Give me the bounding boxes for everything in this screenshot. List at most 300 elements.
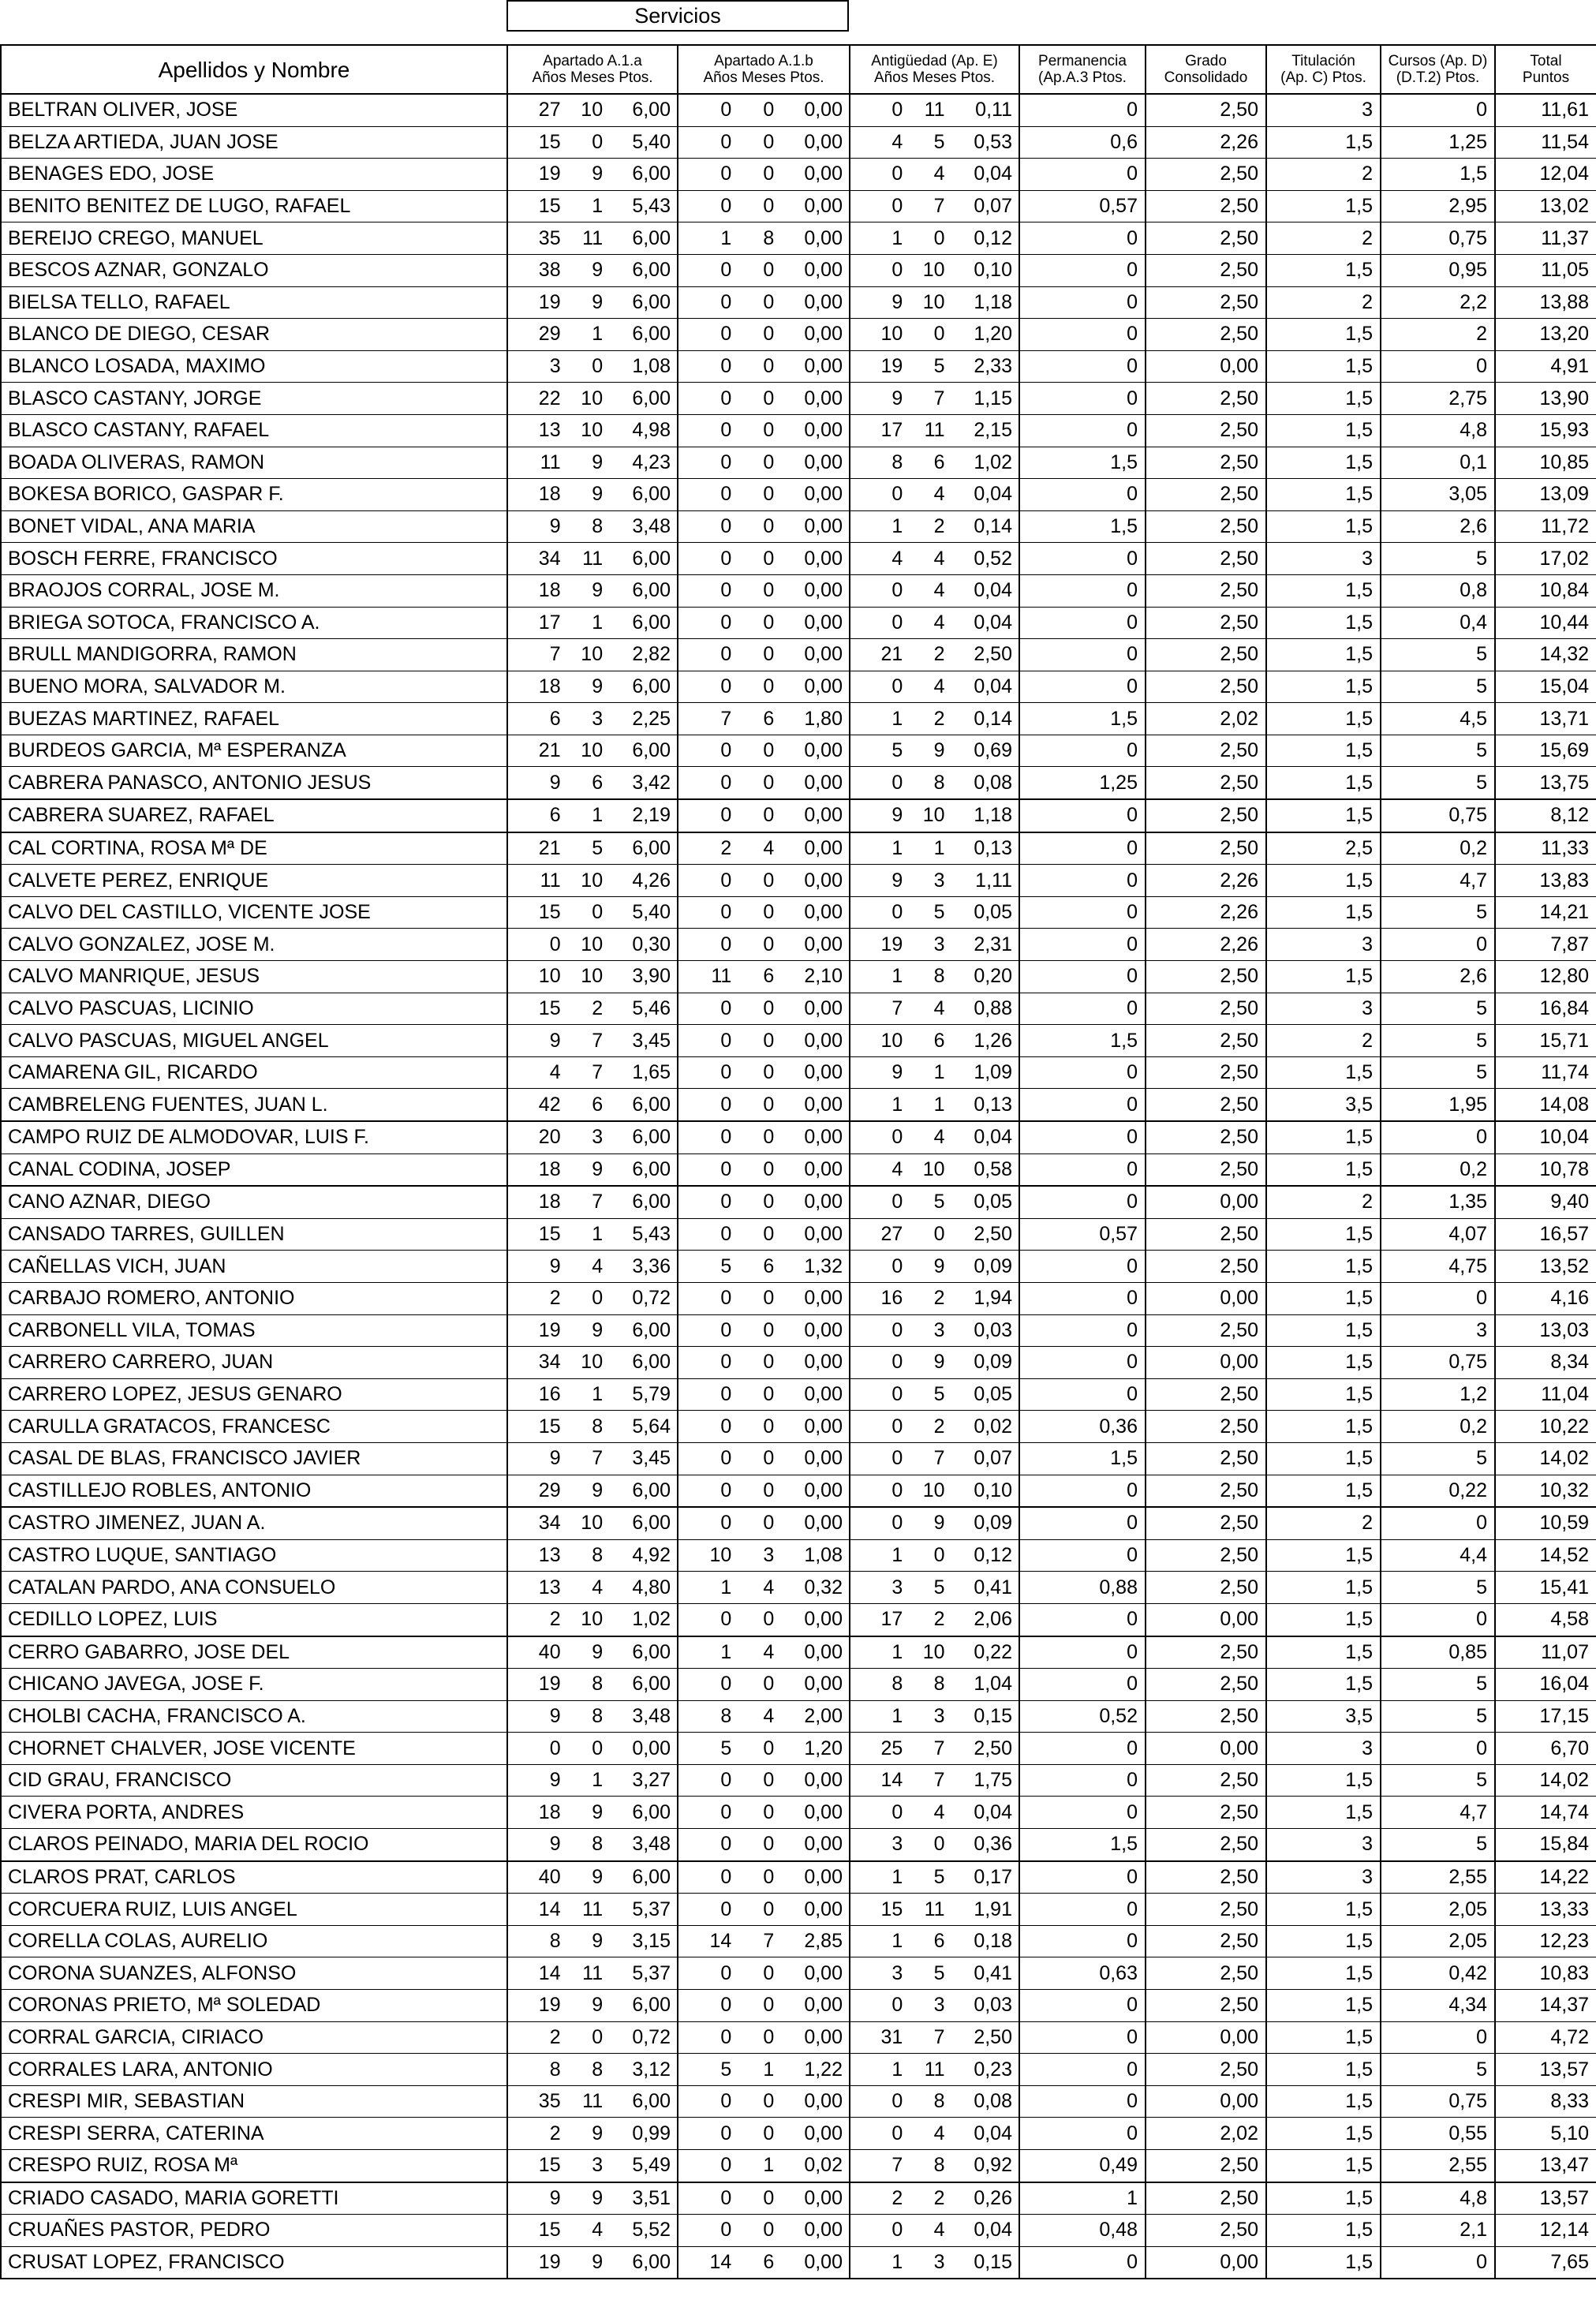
- cell-a1a: [507, 1475, 678, 1507]
- cell-a1b-ptos: 0,00: [804, 901, 843, 924]
- cell-a1b-anos: 0: [720, 1126, 732, 1149]
- cell-titulacion: 1,5: [1266, 510, 1381, 543]
- cell-grado: 2,50: [1146, 1154, 1266, 1186]
- cell-a1b-meses: 0: [763, 483, 775, 506]
- cell-antiguedad-meses: 0: [933, 1833, 945, 1856]
- cell-a1b-ptos: 0,00: [804, 547, 843, 570]
- cell-antiguedad: [850, 1572, 1019, 1604]
- cell-antiguedad-ptos: 0,12: [974, 1544, 1012, 1567]
- cell-permanencia: 1,5: [1019, 447, 1146, 479]
- cell-titulacion: 2,5: [1266, 832, 1381, 865]
- cell-grado: 2,26: [1146, 865, 1266, 897]
- cell-permanencia: 0: [1019, 543, 1146, 575]
- cell-a1a: [507, 896, 678, 929]
- cell-a1a-ptos: 3,51: [632, 2186, 671, 2209]
- cell-a1b-ptos: 0,00: [804, 483, 843, 506]
- cell-permanencia: 0: [1019, 574, 1146, 607]
- cell-a1a-meses: 9: [592, 2122, 604, 2144]
- cell-a1a: [507, 2215, 678, 2247]
- cell-a1a-anos: 9: [549, 1029, 561, 1052]
- cell-antiguedad: [850, 2246, 1019, 2279]
- cell-name: CALVO GONZALEZ, JOSE M.: [1, 929, 507, 961]
- cell-a1a-ptos: 6,00: [632, 1800, 671, 1823]
- cell-a1a-anos: 21: [538, 836, 561, 859]
- cell-cursos: 5: [1381, 896, 1495, 929]
- cell-antiguedad-anos: 25: [880, 1737, 903, 1759]
- cell-antiguedad-meses: 7: [933, 1447, 945, 1470]
- cell-antiguedad-anos: 0: [891, 1318, 903, 1341]
- cell-antiguedad-anos: 0: [891, 675, 903, 697]
- cell-a1a: [507, 1829, 678, 1861]
- cell-a1a-meses: 11: [582, 2090, 604, 2113]
- cell-cursos: 5: [1381, 639, 1495, 671]
- cell-a1b: [678, 2215, 850, 2247]
- cell-antiguedad: [850, 1700, 1019, 1733]
- cell-grado: 2,50: [1146, 1894, 1266, 1926]
- cell-antiguedad-ptos: 1,04: [974, 1673, 1012, 1696]
- cell-a1b-meses: 0: [763, 195, 775, 218]
- cell-a1b-meses: 0: [763, 1093, 775, 1116]
- table-row: [1, 1089, 1596, 1121]
- cell-total: 14,22: [1495, 1861, 1596, 1894]
- table-row: [1, 639, 1596, 671]
- cell-permanencia: 0,6: [1019, 126, 1146, 159]
- cell-a1a-ptos: 6,00: [632, 739, 671, 762]
- cell-name: BLANCO LOSADA, MAXIMO: [1, 350, 507, 383]
- cell-a1b: [678, 1378, 850, 1411]
- cell-antiguedad-anos: 14: [880, 1769, 903, 1792]
- cell-name: CAMBRELENG FUENTES, JUAN L.: [1, 1089, 507, 1121]
- cell-antiguedad: [850, 1764, 1019, 1797]
- cell-antiguedad: [850, 1251, 1019, 1283]
- cell-a1b: [678, 510, 850, 543]
- cell-cursos: 2,05: [1381, 1894, 1495, 1926]
- table-row: [1, 2054, 1596, 2086]
- cell-a1b-anos: 14: [709, 1930, 732, 1953]
- cell-a1b-ptos: 0,00: [804, 387, 843, 409]
- cell-a1b: [678, 2150, 850, 2182]
- cell-antiguedad-meses: 7: [933, 387, 945, 409]
- cell-antiguedad-ptos: 0,18: [974, 1930, 1012, 1953]
- cell-a1a: [507, 2246, 678, 2279]
- cell-total: 15,93: [1495, 414, 1596, 447]
- cell-grado: 2,50: [1146, 639, 1266, 671]
- cell-permanencia: 0: [1019, 286, 1146, 319]
- col-header-name: Apellidos y Nombre: [1, 45, 507, 94]
- cell-antiguedad-ptos: 0,41: [974, 1961, 1012, 1984]
- cell-antiguedad-meses: 8: [933, 771, 945, 794]
- cell-a1a-meses: 9: [592, 1318, 604, 1341]
- cell-antiguedad-anos: 1: [891, 1704, 903, 1727]
- cell-titulacion: 1,5: [1266, 1347, 1381, 1379]
- cell-a1a: [507, 1282, 678, 1314]
- table-row: [1, 1797, 1596, 1829]
- cell-a1b-meses: 0: [763, 1769, 775, 1792]
- cell-a1b: [678, 350, 850, 383]
- cell-antiguedad-meses: 0: [933, 323, 945, 346]
- cell-a1a: [507, 1861, 678, 1894]
- cell-a1b: [678, 1764, 850, 1797]
- cell-a1b-ptos: 0,00: [804, 836, 843, 859]
- cell-a1b: [678, 222, 850, 255]
- cell-total: 8,34: [1495, 1347, 1596, 1379]
- table-row: [1, 929, 1596, 961]
- cell-name: CLAROS PRAT, CARLOS: [1, 1861, 507, 1894]
- cell-a1a-ptos: 6,00: [632, 1994, 671, 2017]
- cell-a1a-ptos: 6,00: [632, 1479, 671, 1501]
- cell-a1b-meses: 6: [763, 707, 775, 730]
- cell-a1a: [507, 735, 678, 767]
- cell-a1b-ptos: 0,00: [804, 1769, 843, 1792]
- cell-a1b-meses: 7: [763, 1930, 775, 1953]
- cell-a1a-meses: 9: [592, 451, 604, 473]
- cell-antiguedad-meses: 2: [933, 1415, 945, 1438]
- cell-a1a: [507, 2085, 678, 2118]
- cell-a1b-ptos: 0,00: [804, 579, 843, 602]
- cell-a1b-ptos: 0,00: [804, 1512, 843, 1535]
- cell-a1b-ptos: 0,00: [804, 1673, 843, 1696]
- cell-a1a-ptos: 0,72: [632, 1287, 671, 1310]
- cell-antiguedad-meses: 3: [933, 1994, 945, 2017]
- col-header-grado: Grado Consolidado: [1146, 45, 1266, 94]
- cell-antiguedad-ptos: 0,04: [974, 675, 1012, 697]
- cell-antiguedad-anos: 8: [891, 1673, 903, 1696]
- cell-a1b-anos: 0: [720, 1383, 732, 1406]
- cell-a1b: [678, 190, 850, 222]
- cell-a1b-ptos: 0,00: [804, 1415, 843, 1438]
- cell-grado: 2,50: [1146, 1861, 1266, 1894]
- cell-permanencia: 0: [1019, 1282, 1146, 1314]
- cell-antiguedad-anos: 0: [891, 163, 903, 185]
- cell-permanencia: 0: [1019, 1764, 1146, 1797]
- cell-total: 13,75: [1495, 767, 1596, 799]
- cell-grado: 2,50: [1146, 94, 1266, 126]
- cell-a1b-anos: 0: [720, 323, 732, 346]
- cell-a1b-meses: 0: [763, 1287, 775, 1310]
- cell-a1a: [507, 1764, 678, 1797]
- cell-titulacion: 1,5: [1266, 1990, 1381, 2022]
- cell-cursos: 3: [1381, 1314, 1495, 1347]
- table-row: [1, 1861, 1596, 1894]
- cell-permanencia: 0: [1019, 1894, 1146, 1926]
- cell-a1a-anos: 15: [538, 1223, 561, 1246]
- cell-antiguedad-meses: 3: [933, 2251, 945, 2274]
- cell-a1a: [507, 1797, 678, 1829]
- cell-grado: 2,50: [1146, 993, 1266, 1025]
- cell-a1a: [507, 1539, 678, 1572]
- cell-a1a-meses: 9: [592, 1479, 604, 1501]
- cell-antiguedad-anos: 0: [891, 611, 903, 634]
- cell-cursos: 0,95: [1381, 254, 1495, 286]
- cell-antiguedad-meses: 4: [933, 2122, 945, 2144]
- cell-a1b: [678, 1990, 850, 2022]
- table-body: [1, 94, 1596, 2279]
- cell-cursos: 5: [1381, 993, 1495, 1025]
- cell-a1b: [678, 1603, 850, 1636]
- cell-antiguedad-ptos: 0,13: [974, 836, 1012, 859]
- cell-cursos: 4,4: [1381, 1539, 1495, 1572]
- cell-name: CALVO MANRIQUE, JESUS: [1, 961, 507, 993]
- cell-a1a-meses: 1: [592, 611, 604, 634]
- cell-antiguedad-anos: 4: [891, 1157, 903, 1180]
- cell-antiguedad-ptos: 1,91: [974, 1898, 1012, 1920]
- cell-a1a-meses: 9: [592, 1865, 604, 1888]
- table-row: [1, 832, 1596, 865]
- cell-cursos: 0,2: [1381, 1154, 1495, 1186]
- cell-a1a-ptos: 3,36: [632, 1254, 671, 1277]
- cell-a1a: [507, 1056, 678, 1089]
- cell-total: 10,59: [1495, 1507, 1596, 1539]
- cell-grado: 2,50: [1146, 1990, 1266, 2022]
- cell-antiguedad-meses: 7: [933, 1737, 945, 1759]
- cell-name: BUEZAS MARTINEZ, RAFAEL: [1, 703, 507, 735]
- cell-total: 13,88: [1495, 286, 1596, 319]
- cell-cursos: 0,22: [1381, 1475, 1495, 1507]
- cell-a1b-ptos: 0,00: [804, 869, 843, 892]
- cell-permanencia: 0: [1019, 159, 1146, 191]
- cell-permanencia: 0,63: [1019, 1957, 1146, 1990]
- table-row: [1, 1218, 1596, 1251]
- cell-a1a-anos: 3: [549, 355, 561, 378]
- cell-grado: 2,50: [1146, 1764, 1266, 1797]
- cell-total: 11,54: [1495, 126, 1596, 159]
- cell-a1a-anos: 18: [538, 483, 561, 506]
- cell-antiguedad-meses: 9: [933, 739, 945, 762]
- cell-total: 10,44: [1495, 607, 1596, 639]
- cell-a1b-meses: 0: [763, 290, 775, 313]
- cell-antiguedad: [850, 383, 1019, 415]
- cell-a1b: [678, 1669, 850, 1701]
- cell-titulacion: 2: [1266, 222, 1381, 255]
- cell-a1a: [507, 1314, 678, 1347]
- cell-a1a-ptos: 6,00: [632, 226, 671, 249]
- cell-cursos: 4,7: [1381, 1797, 1495, 1829]
- cell-titulacion: 2: [1266, 1186, 1381, 1218]
- cell-a1a-ptos: 5,79: [632, 1383, 671, 1406]
- cell-antiguedad-meses: 1: [933, 836, 945, 859]
- cell-antiguedad-ptos: 0,22: [974, 1640, 1012, 1663]
- cell-grado: 2,50: [1146, 1442, 1266, 1475]
- cell-antiguedad-ptos: 2,50: [974, 643, 1012, 666]
- cell-antiguedad: [850, 414, 1019, 447]
- cell-a1b-ptos: 0,00: [804, 1191, 843, 1213]
- cell-a1b-meses: 0: [763, 933, 775, 955]
- cell-a1b: [678, 929, 850, 961]
- cell-antiguedad-meses: 11: [924, 419, 945, 442]
- cell-permanencia: 1: [1019, 2182, 1146, 2215]
- cell-antiguedad-ptos: 1,02: [974, 451, 1012, 473]
- cell-a1a-ptos: 5,46: [632, 996, 671, 1019]
- cell-name: CRUSAT LOPEZ, FRANCISCO: [1, 2246, 507, 2279]
- cell-grado: 2,50: [1146, 1507, 1266, 1539]
- cell-a1b-ptos: 0,32: [804, 1576, 843, 1598]
- cell-total: 10,04: [1495, 1121, 1596, 1154]
- cell-a1b-meses: 0: [763, 515, 775, 538]
- table-row: [1, 1925, 1596, 1957]
- cell-a1a-anos: 40: [538, 1865, 561, 1888]
- cell-a1a: [507, 286, 678, 319]
- cell-a1a-meses: 11: [582, 226, 604, 249]
- cell-a1a-meses: 7: [592, 1029, 604, 1052]
- table-row: [1, 1603, 1596, 1636]
- cell-total: 13,57: [1495, 2182, 1596, 2215]
- cell-cursos: 2: [1381, 319, 1495, 351]
- cell-total: 13,09: [1495, 479, 1596, 511]
- cell-antiguedad-ptos: 0,36: [974, 1833, 1012, 1856]
- cell-a1a-anos: 38: [538, 259, 561, 282]
- cell-a1b: [678, 2246, 850, 2279]
- cell-a1a-anos: 19: [538, 2251, 561, 2274]
- cell-a1b: [678, 1442, 850, 1475]
- cell-name: CORONAS PRIETO, Mª SOLEDAD: [1, 1990, 507, 2022]
- cell-a1b-anos: 0: [720, 901, 732, 924]
- cell-a1b-anos: 0: [720, 1608, 732, 1631]
- cell-name: CHOLBI CACHA, FRANCISCO A.: [1, 1700, 507, 1733]
- cell-total: 11,74: [1495, 1056, 1596, 1089]
- cell-antiguedad: [850, 1282, 1019, 1314]
- cell-a1b: [678, 479, 850, 511]
- cell-titulacion: 1,5: [1266, 350, 1381, 383]
- table-row: [1, 286, 1596, 319]
- cell-grado: 2,50: [1146, 1411, 1266, 1443]
- cell-antiguedad-ptos: 0,05: [974, 1191, 1012, 1213]
- cell-a1a-anos: 15: [538, 1415, 561, 1438]
- cell-a1a-meses: 0: [592, 2025, 604, 2048]
- cell-a1a: [507, 832, 678, 865]
- cell-antiguedad-meses: 10: [922, 259, 945, 282]
- cell-cursos: 0,75: [1381, 222, 1495, 255]
- cell-a1a-ptos: 0,72: [632, 2025, 671, 2048]
- cell-titulacion: 1,5: [1266, 1314, 1381, 1347]
- cell-antiguedad-meses: 2: [933, 643, 945, 666]
- table-row: [1, 1121, 1596, 1154]
- cell-a1a-anos: 2: [549, 2122, 561, 2144]
- cell-grado: 2,50: [1146, 1121, 1266, 1154]
- cell-cursos: 0,75: [1381, 1347, 1495, 1379]
- cell-total: 14,02: [1495, 1764, 1596, 1797]
- cell-a1b-anos: 0: [720, 547, 732, 570]
- cell-titulacion: 1,5: [1266, 2150, 1381, 2182]
- cell-a1b-ptos: 0,00: [804, 2251, 843, 2274]
- cell-total: 10,32: [1495, 1475, 1596, 1507]
- cell-antiguedad-anos: 27: [880, 1223, 903, 1246]
- cell-a1b-ptos: 0,00: [804, 643, 843, 666]
- cell-a1b-meses: 0: [763, 1833, 775, 1856]
- cell-a1a-meses: 9: [592, 259, 604, 282]
- table-row: [1, 961, 1596, 993]
- cell-antiguedad-ptos: 0,14: [974, 707, 1012, 730]
- cell-antiguedad: [850, 574, 1019, 607]
- cell-antiguedad-meses: 2: [933, 1287, 945, 1310]
- cell-total: 12,23: [1495, 1925, 1596, 1957]
- cell-a1a-meses: 10: [581, 1608, 604, 1631]
- cell-a1a: [507, 1603, 678, 1636]
- cell-a1a-ptos: 5,52: [632, 2219, 671, 2242]
- cell-a1b: [678, 1572, 850, 1604]
- cell-antiguedad-meses: 11: [924, 2058, 945, 2081]
- cell-a1a-ptos: 6,00: [632, 99, 671, 122]
- cell-cursos: 5: [1381, 1442, 1495, 1475]
- cell-a1b: [678, 1636, 850, 1669]
- cell-a1b-anos: 0: [720, 1061, 732, 1084]
- cell-total: 15,84: [1495, 1829, 1596, 1861]
- cell-a1b-ptos: 0,00: [804, 163, 843, 185]
- table-row: [1, 126, 1596, 159]
- cell-antiguedad-anos: 9: [891, 804, 903, 827]
- cell-permanencia: 1,25: [1019, 767, 1146, 799]
- cell-a1b-ptos: 0,00: [804, 675, 843, 697]
- cell-name: CALVO PASCUAS, LICINIO: [1, 993, 507, 1025]
- cell-a1a-ptos: 1,02: [632, 1608, 671, 1631]
- col-header-cursos: Cursos (Ap. D) (D.T.2) Ptos.: [1381, 45, 1495, 94]
- cell-a1b-anos: 0: [720, 1415, 732, 1438]
- table-row: [1, 1154, 1596, 1186]
- cell-antiguedad-anos: 0: [891, 901, 903, 924]
- cell-a1b-anos: 0: [720, 1223, 732, 1246]
- cell-a1b: [678, 1539, 850, 1572]
- cell-a1a-anos: 34: [538, 547, 561, 570]
- cell-a1b-meses: 0: [763, 547, 775, 570]
- cell-grado: 2,50: [1146, 1829, 1266, 1861]
- cell-a1b-anos: 0: [720, 2122, 732, 2144]
- cell-a1a-anos: 13: [538, 1576, 561, 1598]
- cell-a1a-anos: 22: [538, 387, 561, 409]
- cell-a1b: [678, 414, 850, 447]
- cell-a1a-anos: 42: [538, 1093, 561, 1116]
- cell-a1b-ptos: 0,00: [804, 2090, 843, 2113]
- cell-a1a-ptos: 4,80: [632, 1576, 671, 1598]
- cell-antiguedad-meses: 11: [924, 1898, 945, 1920]
- cell-a1a: [507, 319, 678, 351]
- cell-antiguedad-meses: 7: [933, 2025, 945, 2048]
- cell-a1a: [507, 1990, 678, 2022]
- cell-name: CASTILLEJO ROBLES, ANTONIO: [1, 1475, 507, 1507]
- cell-a1a-ptos: 2,25: [632, 707, 671, 730]
- cell-grado: 2,50: [1146, 1056, 1266, 1089]
- cell-a1b-anos: 10: [709, 1544, 732, 1567]
- cell-cursos: 2,55: [1381, 2150, 1495, 2182]
- cell-a1b-anos: 2: [720, 836, 732, 859]
- cell-antiguedad: [850, 94, 1019, 126]
- cell-antiguedad-ptos: 0,17: [974, 1865, 1012, 1888]
- cell-cursos: 0,85: [1381, 1636, 1495, 1669]
- cell-a1a-meses: 7: [592, 1447, 604, 1470]
- cell-a1a: [507, 1251, 678, 1283]
- cell-a1b-anos: 0: [720, 355, 732, 378]
- cell-permanencia: 1,5: [1019, 703, 1146, 735]
- cell-antiguedad-meses: 5: [933, 130, 945, 153]
- cell-name: CRIADO CASADO, MARIA GORETTI: [1, 2182, 507, 2215]
- cell-antiguedad-meses: 4: [933, 1800, 945, 1823]
- cell-titulacion: 1,5: [1266, 2021, 1381, 2054]
- cell-a1b-ptos: 0,00: [804, 1029, 843, 1052]
- cell-a1b-ptos: 1,22: [804, 2058, 843, 2081]
- cell-a1b-meses: 0: [763, 1608, 775, 1631]
- cell-a1b-ptos: 2,00: [804, 1704, 843, 1727]
- cell-antiguedad: [850, 896, 1019, 929]
- cell-grado: 2,50: [1146, 222, 1266, 255]
- cell-a1a-anos: 8: [549, 1930, 561, 1953]
- cell-a1b: [678, 319, 850, 351]
- table-row: [1, 1957, 1596, 1990]
- cell-a1a-meses: 10: [581, 1512, 604, 1535]
- cell-permanencia: 0: [1019, 383, 1146, 415]
- cell-titulacion: 1,5: [1266, 1539, 1381, 1572]
- cell-titulacion: 1,5: [1266, 1764, 1381, 1797]
- cell-antiguedad-ptos: 0,09: [974, 1351, 1012, 1374]
- cell-a1a-meses: 9: [592, 1157, 604, 1180]
- cell-antiguedad-anos: 0: [891, 483, 903, 506]
